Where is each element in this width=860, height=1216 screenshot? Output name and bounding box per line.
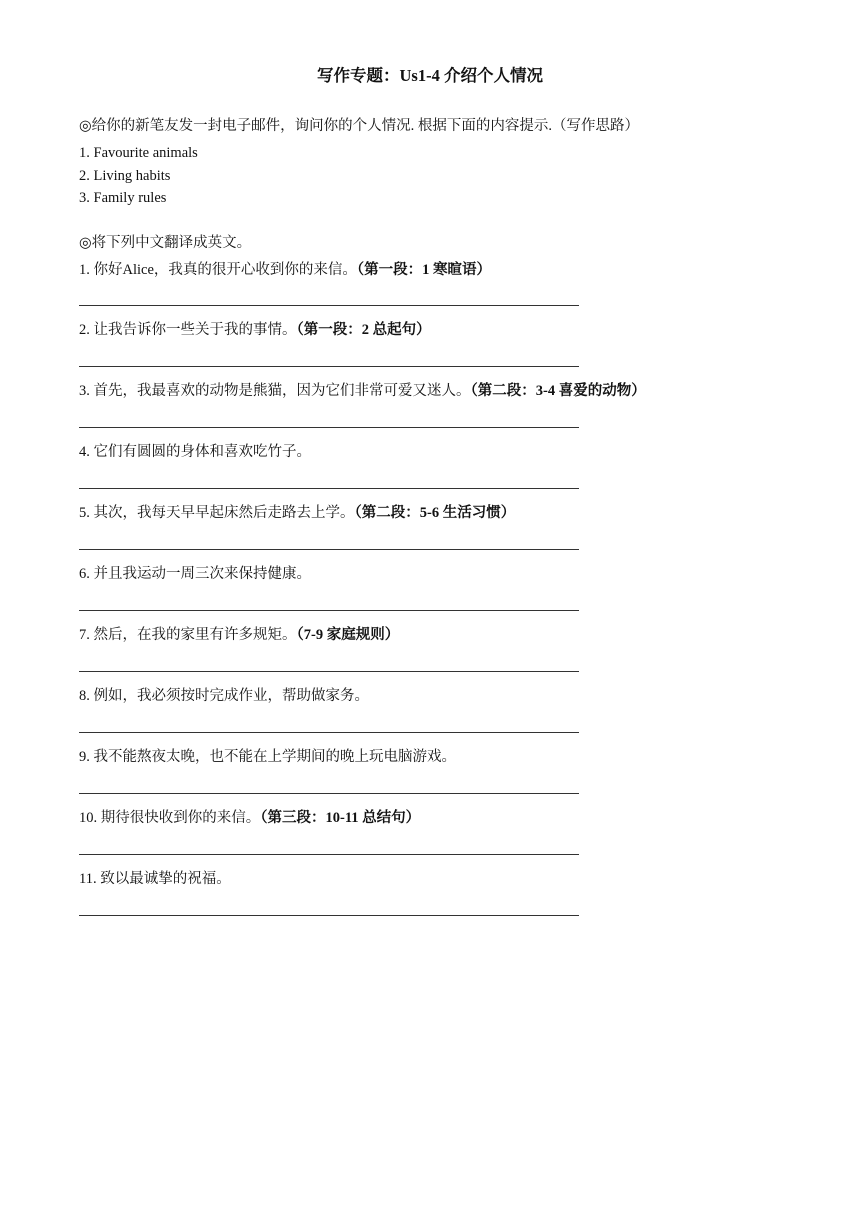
translation-item-6 [79, 564, 311, 584]
item-note: （第一段：1 寒暄语） [356, 262, 492, 278]
translation-item-1 [79, 260, 491, 280]
item-note: （第二段：3-4 喜爱的动物） [470, 383, 646, 399]
answer-line-3[interactable] [79, 427, 579, 428]
item-text: 10. 期待很快收到你的来信。 [79, 810, 261, 826]
translation-item-10 [79, 808, 420, 828]
answer-line-10[interactable] [79, 854, 579, 855]
item-text: 11. 致以最诚挚的祝福。 [79, 871, 231, 887]
translation-item-9 [79, 747, 456, 767]
item-text: 4. 它们有圆圆的身体和喜欢吃竹子。 [79, 444, 311, 460]
answer-line-7[interactable] [79, 671, 579, 672]
item-text: 9. 我不能熬夜太晚，也不能在上学期间的晚上玩电脑游戏。 [79, 749, 456, 765]
item-text: 2. 让我告诉你一些关于我的事情。 [79, 322, 297, 338]
answer-line-2[interactable] [79, 366, 579, 367]
translation-heading: ◎将下列中文翻译成英文。 [79, 235, 252, 251]
task-intro: ◎给你的新笔友发一封电子邮件，询问你的个人情况. 根据下面的内容提示.（写作思路） [79, 118, 640, 134]
translation-item-11 [79, 869, 231, 889]
translation-item-2 [79, 320, 431, 340]
translation-item-8 [79, 686, 369, 706]
translation-item-5 [79, 503, 515, 523]
item-note: （7-9 家庭规则） [296, 627, 400, 643]
prompt-item-3: 3. Family rules [79, 190, 167, 206]
item-text: 1. 你好Alice，我真的很开心收到你的来信。 [79, 262, 357, 278]
answer-line-8[interactable] [79, 732, 579, 733]
item-text: 8. 例如，我必须按时完成作业，帮助做家务。 [79, 688, 369, 704]
answer-line-4[interactable] [79, 488, 579, 489]
item-text: 6. 并且我运动一周三次来保持健康。 [79, 566, 311, 582]
prompt-item-2: 2. Living habits [79, 168, 171, 184]
prompt-item-1: 1. Favourite animals [79, 145, 198, 161]
answer-line-5[interactable] [79, 549, 579, 550]
item-text: 3. 首先，我最喜欢的动物是熊猫，因为它们非常可爱又迷人。 [79, 383, 471, 399]
item-text: 7. 然后，在我的家里有许多规矩。 [79, 627, 297, 643]
translation-item-7 [79, 625, 399, 645]
answer-line-9[interactable] [79, 793, 579, 794]
answer-line-11[interactable] [79, 915, 579, 916]
item-text: 5. 其次，我每天早早起床然后走路去上学。 [79, 505, 355, 521]
translation-item-3 [79, 381, 646, 401]
page-title: 写作专题：Us1-4 介绍个人情况 [317, 66, 543, 85]
item-note: （第一段：2 总起句） [296, 322, 431, 338]
item-note: （第三段：10-11 总结句） [260, 810, 421, 826]
translation-item-4 [79, 442, 311, 462]
answer-line-1[interactable] [79, 305, 579, 306]
answer-line-6[interactable] [79, 610, 579, 611]
item-note: （第二段：5-6 生活习惯） [354, 505, 516, 521]
